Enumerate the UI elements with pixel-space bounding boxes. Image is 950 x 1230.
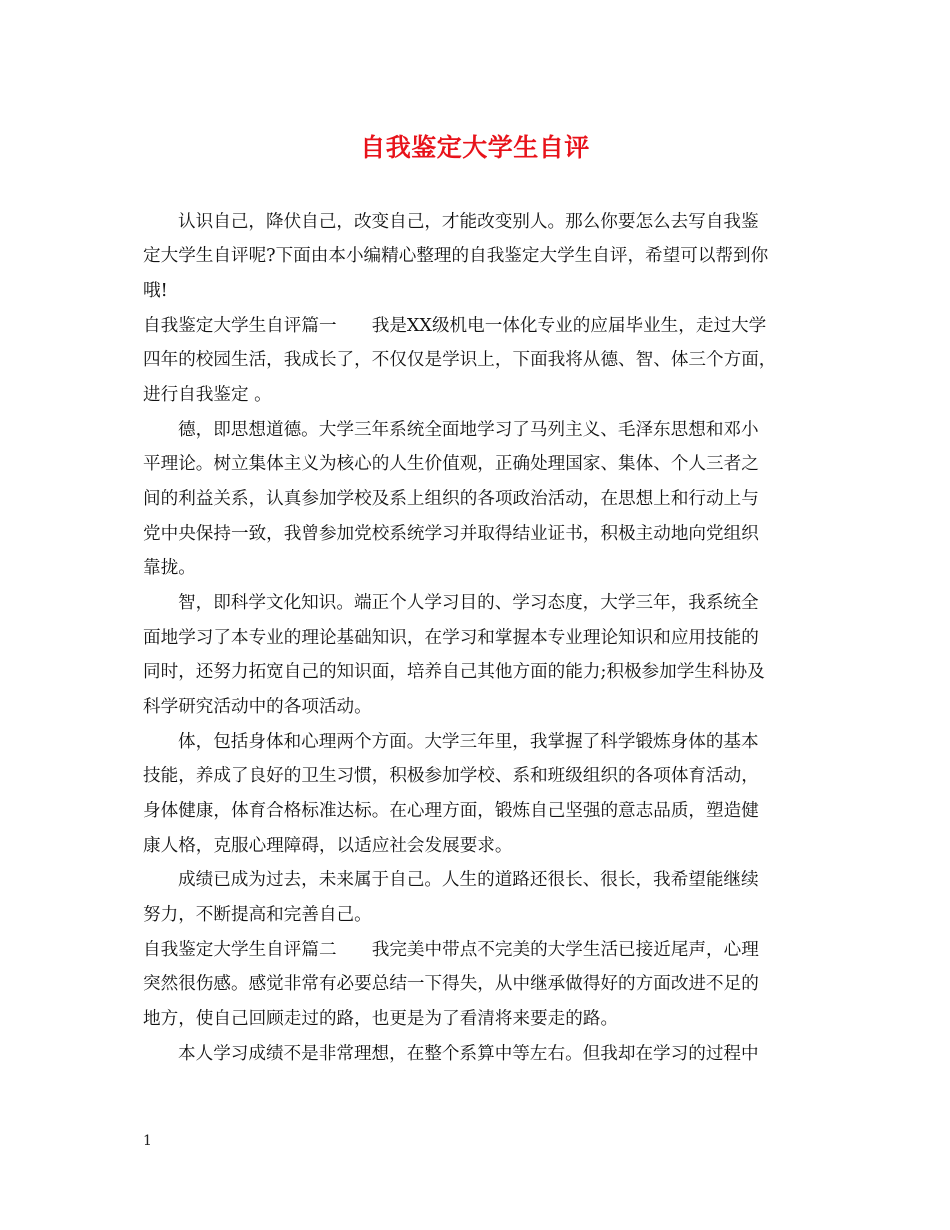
- text-line: 本人学习成绩不是非常理想，在整个系算中等左右。但我却在学习的过程中: [178, 1044, 759, 1064]
- text-line: 体，包括身体和心理两个方面。大学三年里，我掌握了科学锻炼身体的基本: [178, 732, 759, 752]
- text-line: 成绩已成为过去，未来属于自己。人生的道路还很长、很长，我希望能继续: [178, 870, 759, 890]
- text-line: 地方，使自己回顾走过的路，也更是为了看清将来要走的路。: [143, 1009, 619, 1029]
- section-heading-line: 自我鉴定大学生自评篇一 我是XX级机电一体化专业的应届毕业生，走过大学: [143, 316, 767, 336]
- text-line: 认识自己，降伏自己，改变自己，才能改变别人。那么你要怎么去写自我鉴: [178, 212, 759, 232]
- text-line: 突然很伤感。感觉非常有必要总结一下得失，从中继承做得好的方面改进不足的: [143, 974, 759, 994]
- text-line: 技能，养成了良好的卫生习惯，积极参加学校、系和班级组织的各项体育活动，: [143, 766, 759, 786]
- text-line: 身体健康，体育合格标准达标。在心理方面，锻炼自己坚强的意志品质，塑造健: [143, 801, 759, 821]
- text-line: 平理论。树立集体主义为核心的人生价值观，正确处理国家、集体、个人三者之: [143, 454, 759, 474]
- page-number: 1: [143, 1133, 152, 1149]
- text-line: 间的利益关系，认真参加学校及系上组织的各项政治活动，在思想上和行动上与: [143, 489, 759, 509]
- text-line: 面地学习了本专业的理论基础知识，在学习和掌握本专业理论知识和应用技能的: [143, 628, 759, 648]
- document-title: 自我鉴定大学生自评: [360, 133, 590, 162]
- text-line: 进行自我鉴定 。: [143, 385, 272, 405]
- text-line: 哦!: [143, 281, 168, 301]
- text-line: 康人格，克服心理障碍，以适应社会发展要求。: [143, 836, 513, 856]
- text-line: 科学研究活动中的各项活动。: [143, 697, 372, 717]
- text-line: 努力，不断提高和完善自己。: [143, 905, 372, 925]
- text-line: 党中央保持一致，我曾参加党校系统学习并取得结业证书，积极主动地向党组织: [143, 524, 759, 544]
- text-line: 德，即思想道德。大学三年系统全面地学习了马列主义、毛泽东思想和邓小: [178, 420, 759, 440]
- text-line: 靠拢。: [143, 558, 196, 578]
- text-line: 智，即科学文化知识。端正个人学习目的、学习态度，大学三年，我系统全: [178, 593, 759, 613]
- section-heading-line: 自我鉴定大学生自评篇二 我完美中带点不完美的大学生活已接近尾声，心理: [143, 940, 759, 960]
- text-line: 四年的校园生活，我成长了，不仅仅是学识上，下面我将从德、智、体三个方面，: [143, 350, 777, 370]
- text-line: 定大学生自评呢?下面由本小编精心整理的自我鉴定大学生自评，希望可以帮到你: [143, 246, 769, 266]
- text-line: 同时，还努力拓宽自己的知识面，培养自己其他方面的能力;积极参加学生科协及: [143, 662, 765, 682]
